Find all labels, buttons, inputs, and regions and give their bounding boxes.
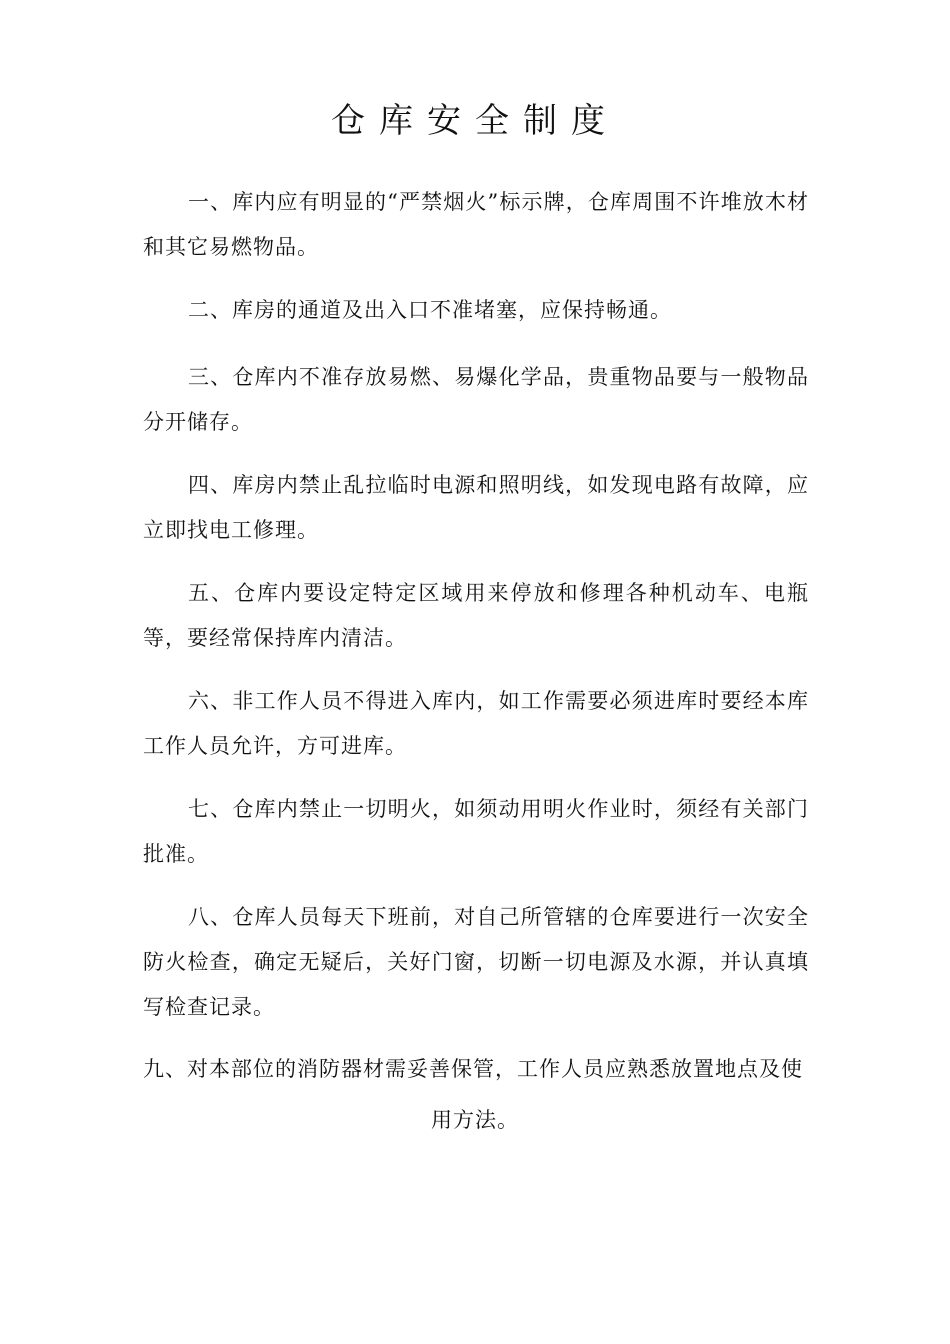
paragraph-7: 七、仓库内禁止一切明火，如须动用明火作业时，须经有关部门批准。 (143, 797, 809, 866)
paragraph-9-line-2: 用方法。 (431, 1108, 519, 1132)
paragraph-4: 四、库房内禁止乱拉临时电源和照明线，如发现电路有故障，应立即找电工修理。 (143, 473, 809, 542)
paragraph-5: 五、仓库内要设定特定区域用来停放和修理各种机动车、电瓶等，要经常保持库内清洁。 (143, 581, 809, 650)
paragraph-8: 八、仓库人员每天下班前，对自己所管辖的仓库要进行一次安全防火检查，确定无疑后，关好门窗，切断一切电源及水源，并认真填写检查记录。 (143, 905, 809, 1019)
page-title: 仓库安全制度 (331, 101, 619, 141)
paragraph-2: 二、库房的通道及出入口不准堵塞，应保持畅通。 (188, 298, 672, 322)
paragraph-9-line-1: 九、对本部位的消防器材需妥善保管，工作人员应熟悉放置地点及使 (143, 1057, 803, 1081)
paragraph-1: 一、库内应有明显的“严禁烟火”标示牌，仓库周围不许堆放木材和其它易燃物品。 (143, 190, 809, 259)
paragraph-6: 六、非工作人员不得进入库内，如工作需要必须进库时要经本库工作人员允许，方可进库。 (143, 689, 809, 758)
paragraph-3: 三、仓库内不准存放易燃、易爆化学品，贵重物品要与一般物品分开储存。 (143, 365, 809, 434)
